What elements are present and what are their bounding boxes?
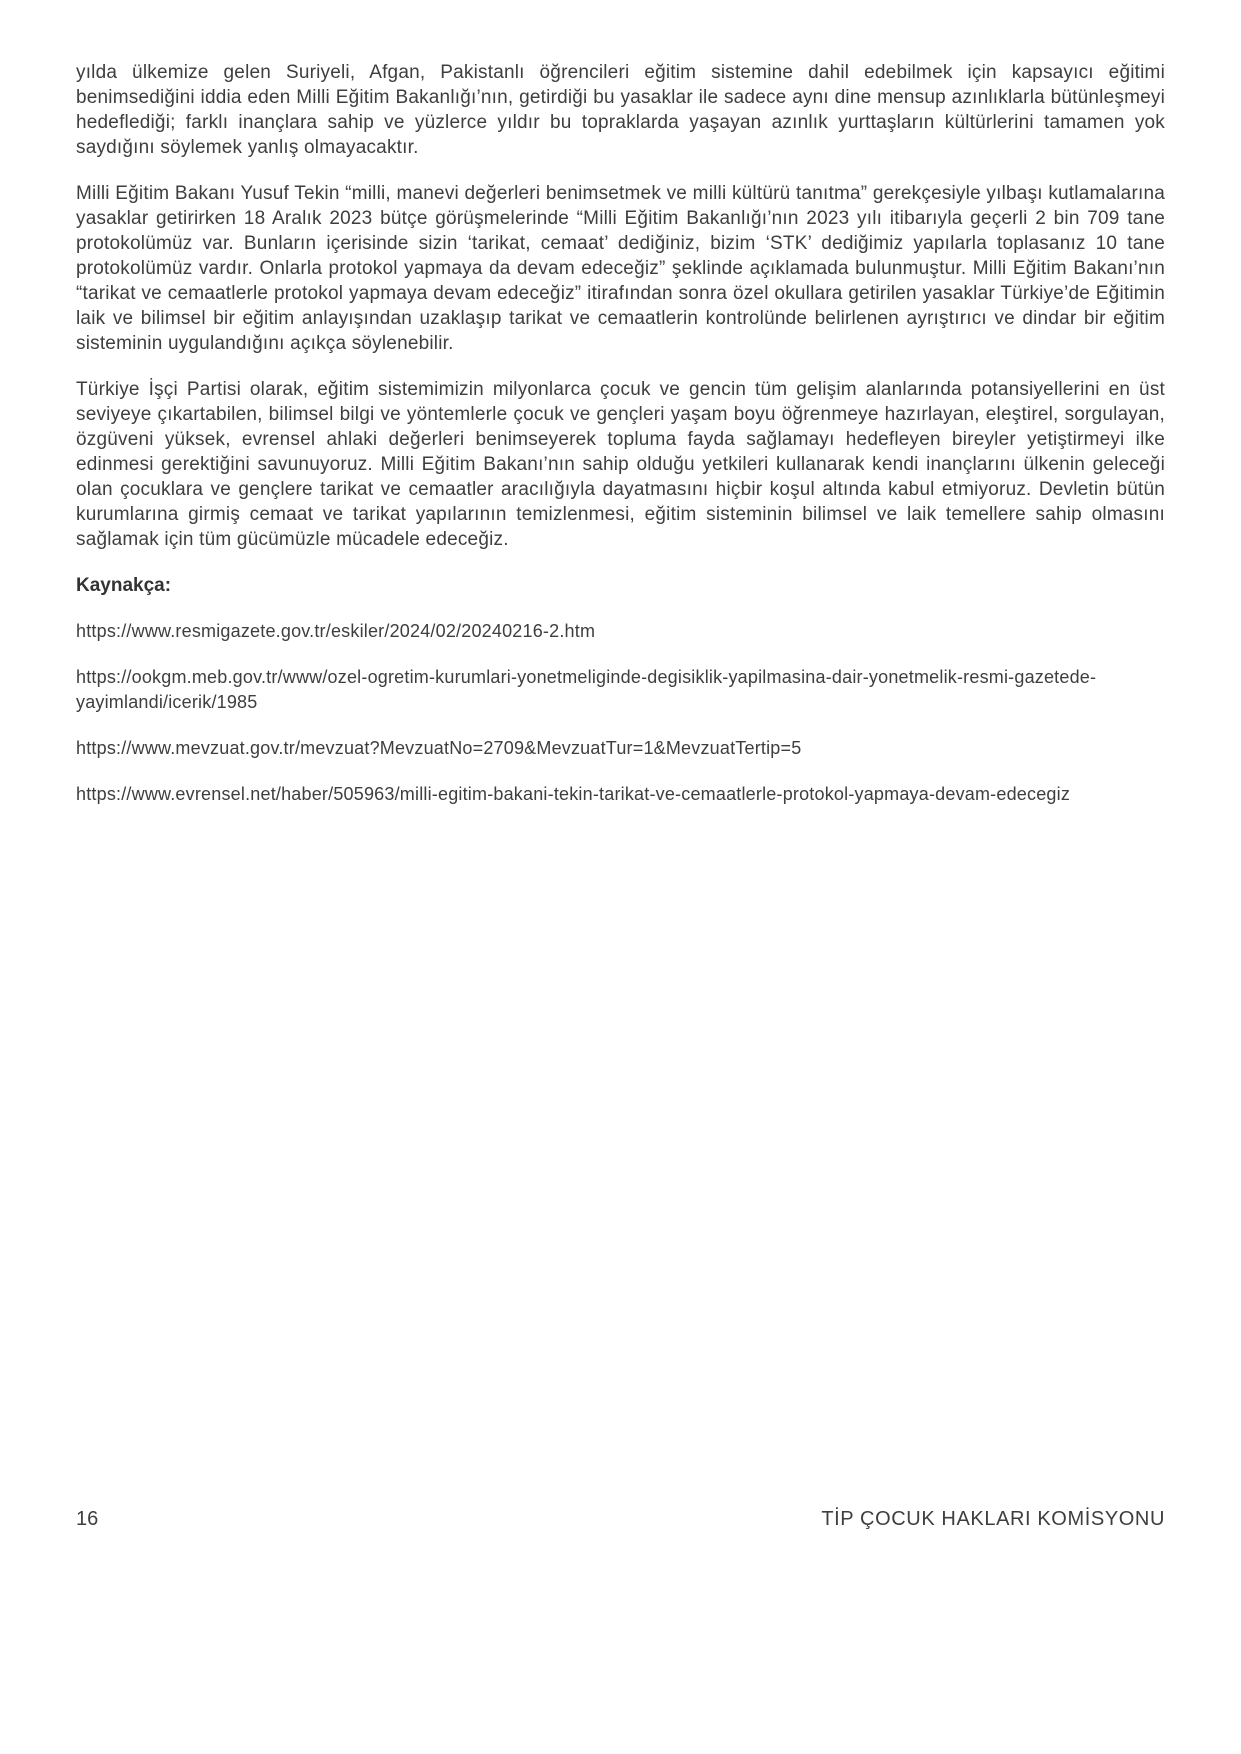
reference-url[interactable]: https://www.resmigazete.gov.tr/eskiler/2024/02/20240216-2.htm xyxy=(76,621,596,641)
page-number: 16 xyxy=(76,1508,99,1530)
reference-url[interactable]: https://www.mevzuat.gov.tr/mevzuat?MevzuatNo=2709&MevzuatTur=1&MevzuatTertip=5 xyxy=(76,738,802,758)
reference-url[interactable]: https://www.evrensel.net/haber/505963/milli-egitim-bakani-tekin-tarikat-ve-cemaatlerle-protokol-yapmaya-devam-edecegiz xyxy=(76,784,1071,804)
references-heading: Kaynakça: xyxy=(76,575,172,596)
body-paragraph: Türkiye İşçi Partisi olarak, eğitim sistemimizin milyonlarca çocuk ve gencin tüm gelişim alanlarında potansiyellerini en üst seviyeye çıkartabilen, bilimsel bilgi ve yöntemlerle çocuk ve gençleri yaşam boyu öğrenmeye hazırlayan, eleştirel, sorgulayan, özgüveni yüksek, evrensel ahlaki değerleri benimseyerek topluma fayda sağlamayı hedefleyen bireyler yetiştirmeyi ilke edinmesi gerektiğini savunuyoruz. Milli Eğitim Bakanı’nın sahip olduğu yetkileri kullanarak kendi inançlarını ülkenin geleceği olan çocuklara ve gençlere tarikat ve cemaatler aracılığıyla dayatmasını hiçbir koşul altında kabul etmiyoruz. Devletin bütün kurumlarına girmiş cemaat ve tarikat yapılarının temizlenmesi, eğitim sisteminin bilimsel ve laik temellere sahip olmasını sağlamak için tüm gücümüzle mücadele edeceğiz. xyxy=(76,379,1165,550)
body-paragraph: Milli Eğitim Bakanı Yusuf Tekin “milli, manevi değerleri benimsetmek ve milli kültürü tanıtma” gerekçesiyle yılbaşı kutlamalarına yasaklar getirirken 18 Aralık 2023 bütçe görüşmelerinde “Milli Eğitim Bakanlığı’nın 2023 yılı itibarıyla geçerli 2 bin 709 tane protokolümüz var. Bunların içerisinde sizin ‘tarikat, cemaat’ dediğiniz, bizim ‘STK’ dediğimiz yapılarla toplasanız 10 tane protokolümüz vardır. Onlarla protokol yapmaya da devam edeceğiz” şeklinde açıklamada bulunmuştur. Milli Eğitim Bakanı’nın “tarikat ve cemaatlerle protokol yapmaya devam edeceğiz” itirafından sonra özel okullara getirilen yasaklar Türkiye’de Eğitimin laik ve bilimsel bir eğitim anlayışından uzaklaşıp tarikat ve cemaatlerin kontrolünde belirlenen ayrıştırıcı ve dindar bir eğitim sisteminin uygulandığını açıkça söylenebilir. xyxy=(76,183,1165,354)
page-footer xyxy=(76,1508,1165,1531)
body-paragraph: yılda ülkemize gelen Suriyeli, Afgan, Pakistanlı öğrencileri eğitim sistemine dahil edebilmek için kapsayıcı eğitimi benimsediğini iddia eden Milli Eğitim Bakanlığı’nın, getirdiği bu yasaklar ile sadece aynı dine mensup azınlıklarla bütünleşmeyi hedeflediği; farklı inançlara sahip ve yüzlerce yıldır bu topraklarda yaşayan azınlık yurttaşların kültürlerini tamamen yok saydığını söylemek yanlış olmayacaktır. xyxy=(76,62,1165,158)
reference-url[interactable]: https://ookgm.meb.gov.tr/www/ozel-ogretim-kurumlari-yonetmeliginde-degisiklik-yapilmasina-dair-yonetmelik-resmi-gazetede-yayimlandi/icerik/1985 xyxy=(76,667,1097,712)
page-body xyxy=(76,60,1165,828)
footer-committee-title: TİP ÇOCUK HAKLARI KOMİSYONU xyxy=(821,1508,1165,1530)
